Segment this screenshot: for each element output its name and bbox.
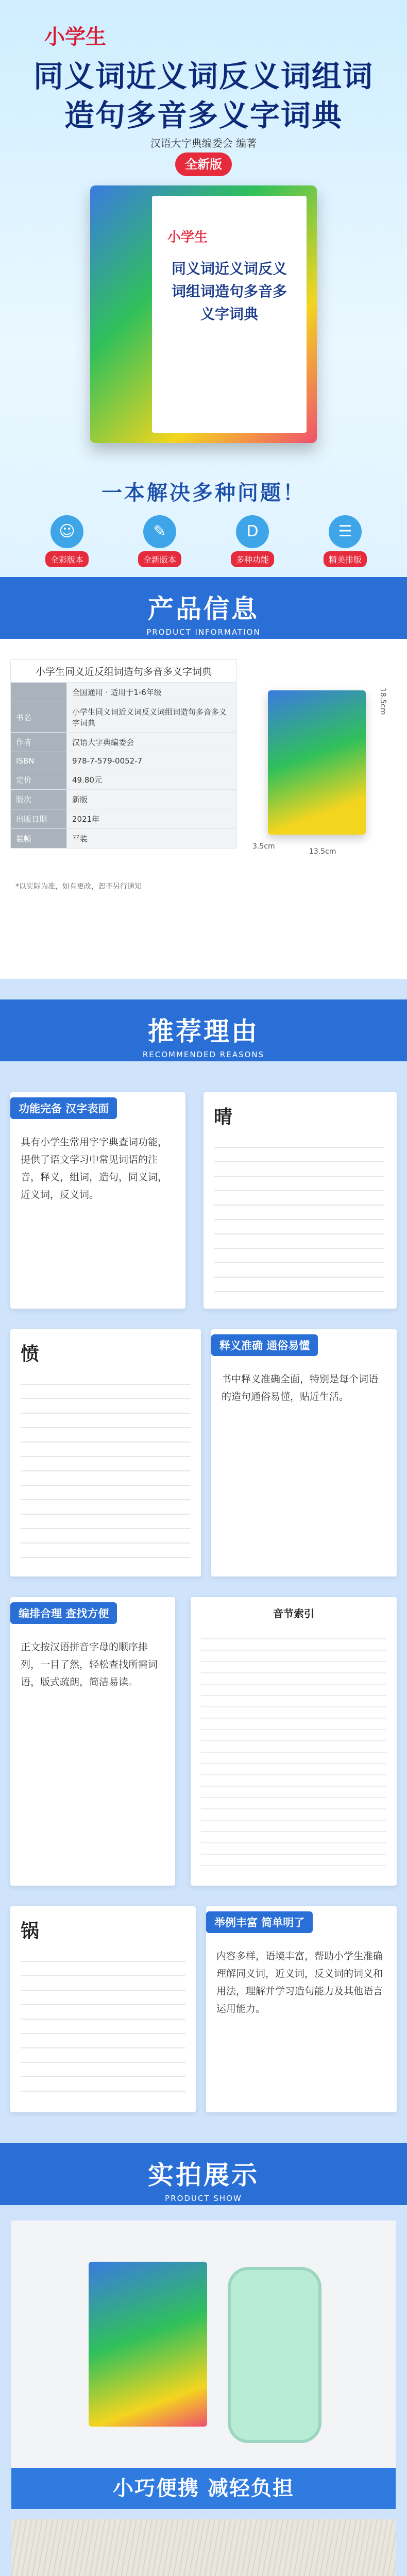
info-key: 书名 — [11, 702, 67, 733]
sample-page-card — [10, 1329, 201, 1577]
info-value: 小学生同义词近义词反义词组词造句多音多义字词典 — [67, 702, 237, 733]
user-icon: ☺ — [50, 515, 83, 548]
section-title-en: PRODUCT SHOW — [165, 2194, 242, 2203]
sample-page-card — [10, 1906, 196, 2112]
reading-icon: ☰ — [329, 515, 362, 548]
hero-title — [0, 57, 407, 135]
section-title — [0, 999, 407, 1061]
hero-section — [0, 0, 407, 577]
feature-item — [222, 515, 283, 572]
show-photo-2 — [11, 2519, 396, 2576]
index-page-card — [191, 1597, 397, 1886]
product-show-section — [0, 2128, 407, 2576]
caption-1: 小巧便携 减轻负担 — [11, 2468, 396, 2509]
box-title: 同义词近义词反义词组词造句多音多义字词典 — [171, 260, 287, 323]
box-cover — [152, 196, 307, 433]
sample-char: 晴 — [214, 1107, 233, 1128]
info-key: 出版日期 — [11, 809, 67, 829]
reason-tag: 编排合理 查找方便 — [10, 1602, 117, 1624]
reason-tag: 举例丰富 简单明了 — [206, 1911, 313, 1933]
book-icon: ✎ — [143, 515, 176, 548]
info-value: 新版 — [67, 790, 237, 809]
feature-label: 多种功能 — [231, 551, 274, 567]
book-photo — [89, 2262, 207, 2427]
reason-text: 书中释义准确全面，特别是每个词语的造句通俗易懂，贴近生活。 — [222, 1374, 379, 1402]
info-key: ISBN — [11, 752, 67, 770]
hero-editor: 汉语大字典编委会 编著 — [150, 137, 257, 149]
reason-card — [206, 1906, 397, 2112]
info-value: 全国通用 · 适用于1-6年级 — [67, 683, 237, 702]
reason-text: 具有小学生常用字字典查词功能，提供了语文学习中常见词语的注音，释义，组词，造句，同义词，近义词，反义词。 — [21, 1137, 168, 1200]
sample-page-card — [204, 1092, 397, 1309]
info-value: 2021年 — [67, 809, 237, 829]
info-value: 49.80元 — [67, 770, 237, 790]
reason-tag: 释义准确 通俗易懂 — [211, 1334, 318, 1356]
dimension-height: 18.5cm — [379, 688, 387, 715]
reason-text: 正文按汉语拼音字母的顺序排列，一目了然，轻松查找所需词语，版式疏朗，简洁易读。 — [21, 1641, 158, 1688]
info-value: 汉语大字典编委会 — [67, 733, 237, 752]
reasons-section — [0, 979, 407, 2128]
hero-badge: 小学生 — [44, 25, 106, 49]
info-table-title: 小学生同义近反组词造句多音多义字词典 — [11, 660, 237, 683]
hero-title-line1: 同义词近义词反义词组词 — [33, 59, 374, 94]
feature-item — [36, 515, 98, 572]
feature-icons — [21, 515, 392, 572]
feature-item — [129, 515, 191, 572]
product-info-section — [0, 577, 407, 979]
feature-label: 全彩版本 — [45, 551, 89, 567]
reason-card — [211, 1329, 397, 1577]
slogan: 一本解决多种问题！ — [101, 481, 306, 505]
info-key: 装帧 — [11, 829, 67, 849]
reason-text: 内容多样，语境丰富，帮助小学生准确理解同义词，近义词，反义词的词义和用法，理解并学习造句能力及其他语言运用能力。 — [216, 1951, 383, 2014]
dictionary-icon: D — [236, 515, 269, 548]
feature-label: 精美排版 — [324, 551, 367, 567]
product-box-image — [90, 185, 317, 443]
info-key: 定价 — [11, 770, 67, 790]
feature-label: 全新版本 — [138, 551, 181, 567]
sample-text-lines — [214, 1133, 384, 1298]
info-key: 版次 — [11, 790, 67, 809]
section-title-cn: 实拍展示 — [148, 2160, 259, 2190]
reason-card — [10, 1092, 185, 1309]
sample-text-lines — [21, 1947, 185, 2102]
product-side-image — [268, 690, 366, 835]
box-tag: 小学生 — [167, 230, 208, 245]
section-title-en: PRODUCT INFORMATION — [146, 628, 261, 637]
section-title — [0, 2143, 407, 2205]
section-title-cn: 推荐理由 — [148, 1016, 259, 1046]
sample-char: 锅 — [21, 1921, 40, 1942]
reason-card — [10, 1597, 175, 1886]
info-note: *以实际为准，如有更改，恕不另行通知 — [15, 883, 142, 891]
dimension-depth: 3.5cm — [252, 842, 275, 851]
index-lines — [201, 1628, 386, 1875]
info-value: 平装 — [67, 829, 237, 849]
info-key — [11, 683, 67, 702]
edition-badge: 全新版 — [175, 152, 232, 176]
index-title: 音节索引 — [273, 1607, 314, 1620]
info-key: 作者 — [11, 733, 67, 752]
section-title-cn: 产品信息 — [148, 594, 259, 624]
dimension-width: 13.5cm — [309, 848, 336, 856]
sample-char: 愤 — [21, 1344, 40, 1365]
show-photo-1 — [11, 2221, 396, 2468]
sample-text-lines — [21, 1370, 191, 1566]
section-title — [0, 577, 407, 639]
info-table — [10, 659, 237, 849]
hero-title-line2: 造句多音多义字词典 — [64, 98, 343, 133]
section-title-en: RECOMMENDED REASONS — [142, 1050, 265, 1059]
feature-item — [314, 515, 376, 572]
reason-tag: 功能完备 汉字表面 — [10, 1097, 117, 1119]
phone-photo — [228, 2267, 321, 2443]
info-value: 978-7-579-0052-7 — [67, 752, 237, 770]
